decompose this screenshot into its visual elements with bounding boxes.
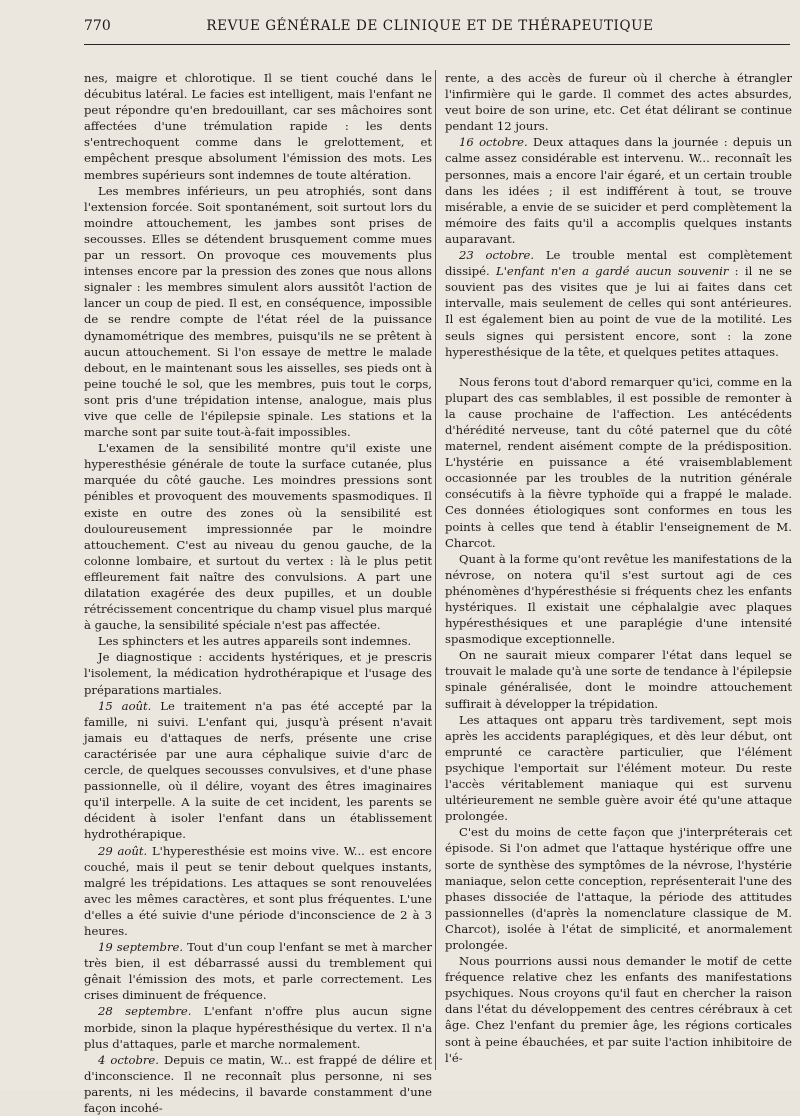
column-divider	[435, 70, 436, 1070]
entry-date: 15 août.	[98, 698, 152, 713]
paragraph: Quant à la forme qu'ont revêtue les manifestations de la névrose, on notera qu'il s'est surtout agi de ces phénomènes d'hypéresthésie si fréquents chez les enfants hystériques. Il existait une céphalalgie avec plaques hypéresthésiques et une paraplégie d'une intensité spasmodique exceptionnelle.	[445, 551, 792, 647]
paragraph: Je diagnostique : accidents hystériques, et je prescris l'isolement, la médication hydrothérapique et l'usage des préparations martiales.	[84, 650, 432, 697]
entry-text: L'hyperesthésie est moins vive. W... est encore couché, mais il peut se tenir debout quelques instants, malgré les trépidations. Les attaques se sont renouvelées avec les mêmes caractères, et sont plus fréquentes. L'une d'elles a été suivie d'une période d'inconscience de 2 à 3 heures.	[84, 843, 432, 938]
entry-text: Le trouble mental est complètement dissipé.	[445, 248, 792, 279]
dated-paragraph	[445, 247, 792, 360]
entry-text: L'enfant n'offre plus aucun signe morbide, sinon la plaque hypéresthésique du vertex. Il n'a plus d'attaques, parle et marche normalement.	[84, 1004, 432, 1051]
dated-paragraph	[84, 1003, 432, 1051]
entry-text: : il ne se souvient pas des visites que je lui ai faites dans cet intervalle, mais seulement de celles qui sont antérieures. Il est également bien au point de vue de la motilité. Les seuls signes qui persistent encore, sont : la zone hyperesthésique de la tête, et quelques petites attaques.	[445, 264, 793, 359]
entry-date: 19 septembre.	[98, 940, 184, 955]
dated-paragraph	[84, 698, 432, 843]
paragraph: Nous pourrions aussi nous demander le motif de cette fréquence relative chez les enfants des manifestations psychiques. Nous croyons qu'il faut en chercher la raison dans l'état du développement des centres cérébraux à cet âge. Chez l'enfant du premier âge, les régions corticales sont à peine ébauchées, et par suite l'action inhibitoire de l'é-	[445, 954, 792, 1065]
dated-paragraph	[84, 939, 432, 1003]
entry-text: Depuis ce matin, W... est frappé de délire et d'inconscience. Il ne reconnaît plus personne, ni ses parents, ni les médecins, il bavarde constamment d'une façon incohé-	[84, 1052, 433, 1115]
entry-date: 16 octobre.	[459, 135, 528, 150]
paragraph: nes, maigre et chlorotique. Il se tient couché dans le décubitus latéral. Le facies est intelligent, mais l'enfant ne peut répondre qu'en bredouillant, car ses mâchoires sont affectées d'une trémulation rapide : les dents s'entrechoquent comme dans le grelottement, et empêchent presque absolument l'émission des mots. Les membres supérieurs sont indemnes de toute altération.	[84, 71, 432, 182]
right-column	[445, 70, 792, 1066]
paragraph: Nous ferons tout d'abord remarquer qu'ici, comme en la plupart des cas semblables, il est possible de remonter à la cause prochaine de l'affection. Les antécédents d'hérédité nerveuse, tant du côté paternel que du côté maternel, rendent aisément compte de la prédisposition. L'hystérie en puissance a été vraisemblablement occasionnée par les troubles de la nutrition générale consécutifs à la fièvre typhoïde qui a frappé le malade. Ces données étiologiques sont conformes en tous les points à celles que tend à établir l'enseignement de M. Charcot.	[445, 374, 792, 550]
page-number: 770	[84, 18, 111, 34]
page-header	[0, 18, 800, 42]
paragraph: C'est du moins de cette façon que j'interpréterais cet épisode. Si l'on admet que l'attaque hystérique offre une sorte de synthèse des symptômes de la névrose, l'hystérie maniaque, selon cette conception, représenterait l'une des phases dissociée de l'attaque, la période des attitudes passionnelles (d'après la nomenclature classique de M. Charcot), isolée à l'état de simplicité, et anormalement prolongée.	[445, 825, 792, 952]
dated-paragraph	[84, 1052, 432, 1116]
paragraph: On ne saurait mieux comparer l'état dans lequel se trouvait le malade qu'à une sorte de tendance à l'épilepsie spinale généralisée, dont le moindre attouchement suffirait à développer la trépidation.	[445, 648, 792, 711]
entry-date: 28 septembre.	[98, 1004, 192, 1019]
paragraph: Les attaques ont apparu très tardivement, sept mois après les accidents paraplégiques, et dès leur début, ont emprunté ce caractère particulier, que l'élément psychique l'emportait sur l'élément moteur. Du reste l'accès véritablement maniaque qui est survenu ultérieurement ne semble guère avoir été qu'une attaque prolongée.	[445, 712, 792, 824]
entry-date: 29 août.	[98, 843, 148, 858]
paragraph: Les membres inférieurs, un peu atrophiés, sont dans l'extension forcée. Soit spontanément, soit surtout lors du moindre attouchement, les jambes sont prises de secousses. Elles se détendent brusquement comme mues par un ressort. On provoque ces mouvements plus intenses encore par la pression des zones que nous allons signaler : les membres simulent alors aussitôt l'action de lancer un coup de pied. Il est, en conséquence, impossible de se rendre compte de l'état réel de la puissance dynamométrique des membres, puisqu'ils ne se prêtent à aucun attouchement. Si l'on essaye de mettre le malade debout, en le maintenant sous les aisselles, ses pieds ont à peine touché le sol, que les membres, puis tout le corps, sont pris d'une trépidation intense, analogue, mais plus vive que celle de l'épilepsie spinale. Les stations et la marche sont par suite tout-à-fait impossibles.	[84, 183, 432, 440]
left-column	[84, 70, 432, 1116]
dated-paragraph	[445, 134, 792, 247]
dated-paragraph	[84, 843, 432, 940]
entry-text: Tout d'un coup l'enfant se met à marcher très bien, il est débarrassé aussi du tremblement qui gênait l'émission des mots, et parle correctement. Les crises diminuent de fréquence.	[84, 940, 432, 1003]
paragraph: Les sphincters et les autres appareils sont indemnes.	[98, 634, 412, 649]
paragraph: rente, a des accès de fureur où il cherche à étrangler l'infirmière qui le garde. Il commet des actes absurdes, veut boire de son urine, etc. Cet état délirant se continue pendant 12 jours.	[445, 71, 792, 134]
running-title: REVUE GÉNÉRALE DE CLINIQUE ET DE THÉRAPEUTIQUE	[206, 18, 654, 34]
entry-quote: L'enfant n'en a gardé aucun souvenir	[496, 264, 729, 279]
entry-date: 23 octobre.	[459, 248, 535, 263]
entry-text: Le traitement n'a pas été accepté par la famille, ni suivi. L'enfant qui, jusqu'à présent n'avait jamais eu d'attaques de nerfs, présente une crise caractérisée par une aura céphalique suivie d'arc de cercle, de quelques secousses convulsives, et d'une phase passionnelle, où il délire, voyant des êtres imaginaires qu'il interpelle. A la suite de cet incident, les parents se décident à isoler l'enfant dans un établissement hydrothérapique.	[84, 698, 432, 842]
header-rule	[84, 44, 790, 45]
entry-date: 4 octobre.	[98, 1052, 159, 1067]
paragraph: L'examen de la sensibilité montre qu'il existe une hyperesthésie générale de toute la surface cutanée, plus marquée du côté gauche. Les moindres pressions sont pénibles et provoquent des mouvements spasmodiques. Il existe en outre des zones où la sensibilité est douloureusement impressionnée par le moindre attouchement. C'est au niveau du genou gauche, de la colonne lombaire, et surtout du vertex : là le plus petit effleurement fait naître des convulsions. A part une dilatation exagérée des deux pupilles, et un double rétrécissement concentrique du champ visuel plus marqué à gauche, la sensibilité spéciale n'est pas affectée.	[84, 441, 432, 633]
entry-text: Deux attaques dans la journée : depuis un calme assez considérable est intervenu. W... reconnaît les personnes, mais a encore l'air égaré, et un certain trouble dans les idées ; il est indifférent à tout, se trouve misérable, a envie de se suicider et perd complètement la mémoire des faits qu'il a accomplis quelques instants auparavant.	[445, 135, 792, 246]
